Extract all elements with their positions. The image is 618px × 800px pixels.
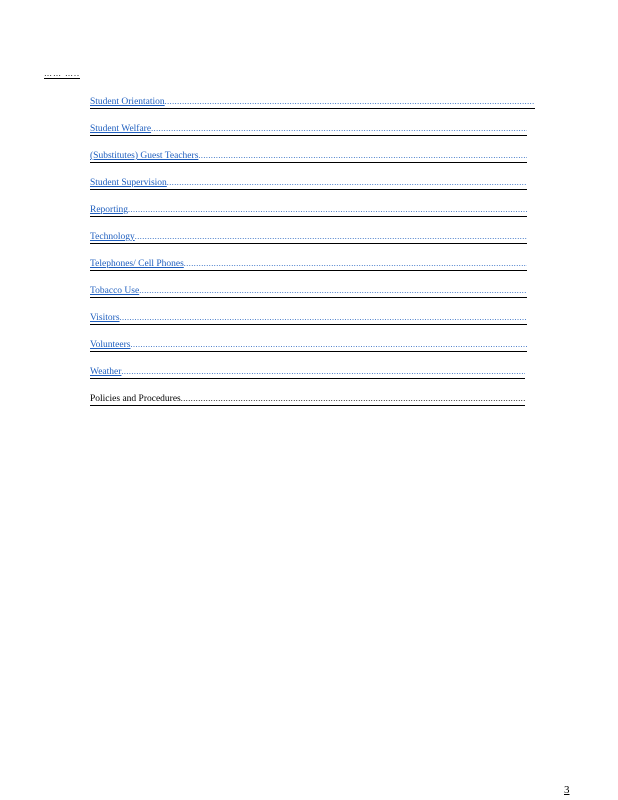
toc-label: Policies and Procedures [90, 394, 181, 404]
toc-link-technology[interactable] [90, 229, 527, 244]
toc-link-tobacco-use[interactable] [90, 283, 527, 298]
toc-link-visitors[interactable] [90, 310, 527, 325]
toc-leader [121, 366, 525, 378]
toc-leader [139, 285, 527, 297]
toc-label: Student Orientation [90, 97, 165, 107]
toc-entry-substitutes-guest-teachers [90, 148, 535, 175]
toc-link-weather[interactable] [90, 364, 525, 379]
toc-entry-tobacco-use [90, 283, 535, 310]
toc-entry-weather [90, 364, 535, 391]
toc-entry-reporting [90, 202, 535, 229]
toc-label: Technology [90, 232, 135, 242]
toc-entry-telephones-cell-phones [90, 256, 535, 283]
toc-entry-visitors [90, 310, 535, 337]
toc-label: Telephones/ Cell Phones [90, 259, 184, 269]
toc-leader [184, 258, 527, 270]
toc-leader [181, 393, 525, 405]
toc-entry-student-orientation [90, 94, 535, 121]
toc-leader [135, 231, 527, 243]
toc-link-reporting[interactable] [90, 202, 527, 217]
toc-leader [120, 312, 527, 324]
toc-label: Student Supervision [90, 178, 167, 188]
toc-leader [165, 96, 535, 108]
toc-entry-student-supervision [90, 175, 535, 202]
toc-link-student-supervision[interactable] [90, 175, 527, 190]
toc-leader [151, 123, 527, 135]
toc-label: Visitors [90, 313, 120, 323]
top-mark: …… ….. [44, 70, 80, 78]
toc-label: Student Welfare [90, 124, 152, 134]
toc-label: (Substitutes) Guest Teachers [90, 151, 199, 161]
toc-leader [130, 339, 527, 351]
toc-label: Weather [90, 367, 122, 377]
toc-entry-volunteers [90, 337, 535, 364]
toc-leader [128, 204, 527, 216]
toc-label: Tobacco Use [90, 286, 140, 296]
toc-entry-policies-and-procedures [90, 391, 535, 418]
toc-leader [167, 177, 527, 189]
page-number: 3 [564, 784, 570, 796]
toc-entry-student-welfare [90, 121, 535, 148]
toc-link-student-welfare[interactable] [90, 121, 527, 136]
toc-link-telephones-cell-phones[interactable] [90, 256, 527, 271]
toc-leader [198, 150, 527, 162]
table-of-contents [90, 94, 535, 418]
toc-label: Volunteers [90, 340, 131, 350]
toc-link-volunteers[interactable] [90, 337, 527, 352]
toc-link-substitutes-guest-teachers[interactable] [90, 148, 527, 163]
toc-label: Reporting [90, 205, 128, 215]
toc-link-student-orientation[interactable] [90, 94, 535, 109]
toc-entry-technology [90, 229, 535, 256]
toc-link-policies-and-procedures[interactable] [90, 391, 525, 406]
